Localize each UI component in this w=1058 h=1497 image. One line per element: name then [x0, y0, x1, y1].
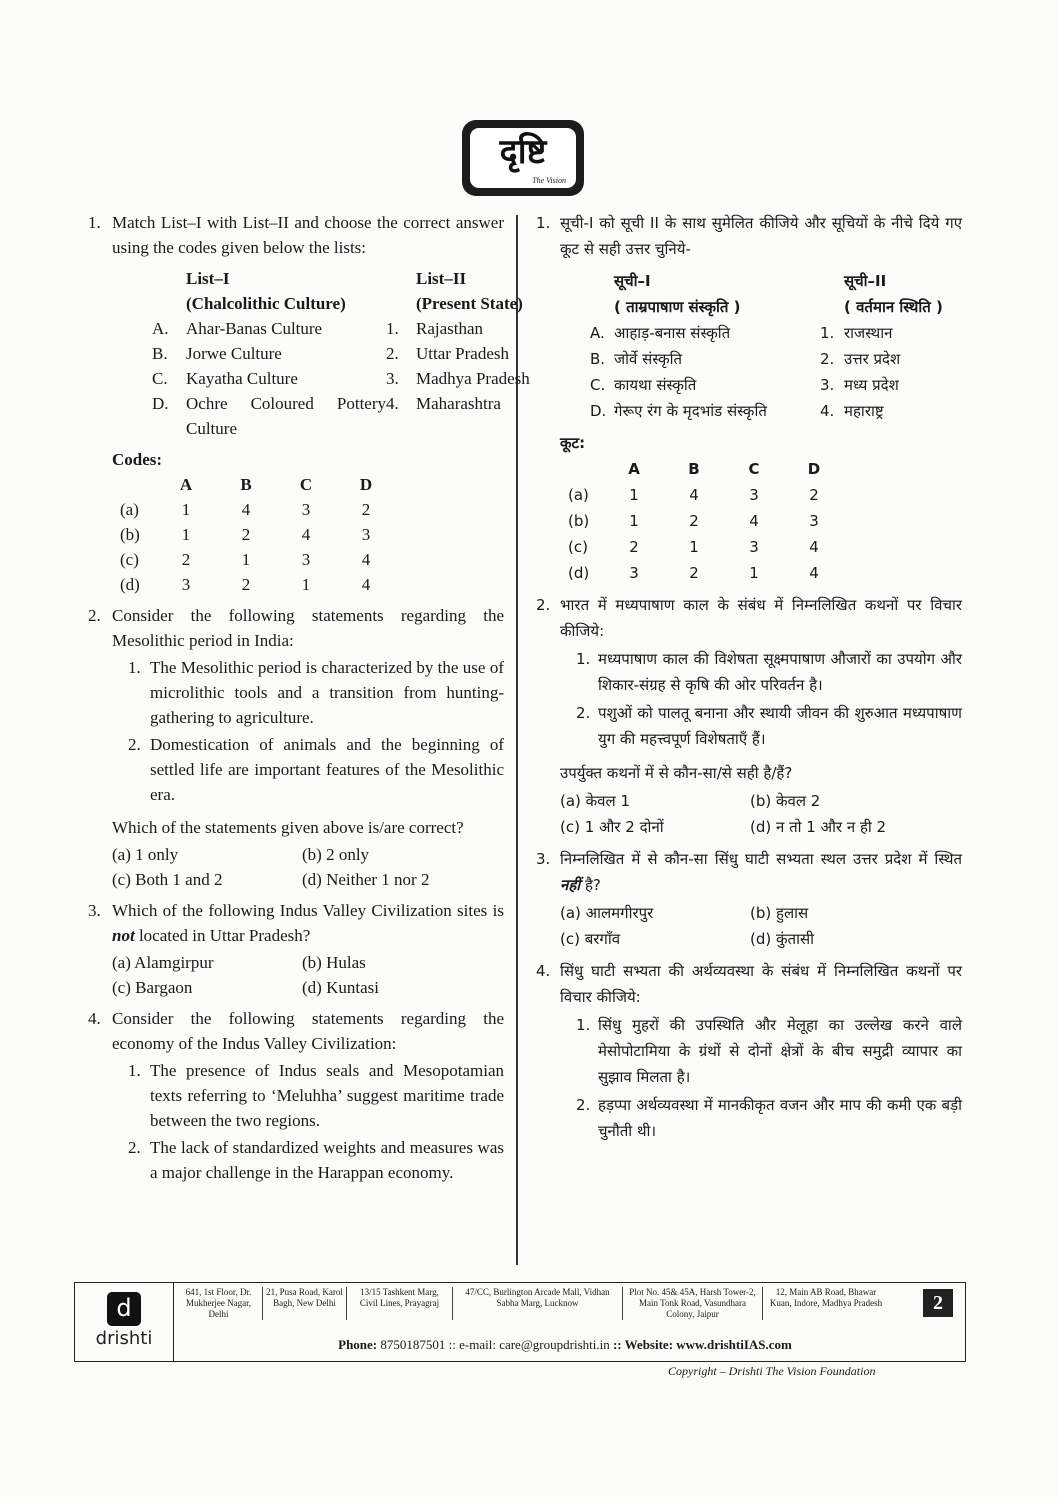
- logo-main-text: दृष्टि: [499, 132, 547, 172]
- option-c[interactable]: (c) Bargaon: [112, 978, 193, 997]
- codes-cell: 4: [809, 538, 819, 556]
- list2-item: Madhya Pradesh: [416, 369, 530, 388]
- footer-logo-mark: d: [107, 1292, 141, 1326]
- codes-header: B: [688, 460, 700, 478]
- option-c[interactable]: (c) Both 1 and 2: [112, 870, 223, 889]
- question-number: 4.: [536, 962, 551, 980]
- codes-cell: 2: [809, 486, 819, 504]
- list1-heading: List–I: [186, 269, 230, 288]
- list2-item: Uttar Pradesh: [416, 344, 510, 363]
- option-b[interactable]: (b) हुलास: [750, 904, 809, 922]
- address-item: 12, Main AB Road, Bhawar Kuan, Indore, Madhya Pradesh: [769, 1287, 883, 1308]
- question-number: 3.: [536, 850, 551, 868]
- statement-text: पशुओं को पालतू बनाना और स्थायी जीवन की शुरुआत मध्यपाषाण युग की महत्त्वपूर्ण विशेषताएँ हैं।: [598, 704, 962, 748]
- list1-item: Kayatha Culture: [186, 369, 298, 388]
- contact-line: [175, 1337, 955, 1353]
- codes-cell: 2: [689, 564, 699, 582]
- question-2: [88, 603, 504, 892]
- question-text: सूची-I को सूची II के साथ सुमेलित कीजिये और सूचियों के नीचे दिये गए कूट से सही उत्तर चुनिये-: [560, 214, 962, 258]
- codes-cell: 4: [241, 500, 251, 519]
- row-letter: C.: [152, 369, 168, 388]
- option-c[interactable]: (c) 1 और 2 दोनों: [560, 818, 664, 836]
- codes-cell: (d): [120, 575, 140, 594]
- phone-label: Phone:: [338, 1337, 378, 1352]
- statement-1: 1. सिंधु मुहरों की उपस्थिति और मेलूहा का उल्लेख करने वाले मेसोपोटामिया के ग्रंथों से दोनों क्षेत्रों के बीच समुद्री व्यापार का सुझाव मिलता है।: [576, 1016, 962, 1086]
- question-3: [88, 898, 504, 1000]
- codes-header: A: [179, 475, 193, 494]
- option-b[interactable]: (b) केवल 2: [750, 792, 821, 810]
- list1-item: जोर्वे संस्कृति: [614, 350, 683, 368]
- list1-item: Ahar-Banas Culture: [186, 319, 323, 338]
- codes-cell: 2: [629, 538, 639, 556]
- codes-table: [568, 456, 844, 586]
- list2-item: Maharashtra: [416, 394, 501, 413]
- email-address[interactable]: care@groupdrishti.in: [499, 1337, 610, 1352]
- codes-row: [120, 572, 396, 597]
- statement-1: 1. मध्यपाषाण काल की विशेषता सूक्ष्मपाषाण औजारों का उपयोग और शिकार-संग्रह से कृषि की ओर परिवर्तन है।: [576, 650, 962, 694]
- option-a[interactable]: (a) आलमगीरपुर: [560, 904, 654, 922]
- codes-cell: 4: [361, 550, 371, 569]
- address-list: [175, 1287, 915, 1320]
- list1-item: Jorwe Culture: [186, 344, 282, 363]
- statement-2: 2. Domestication of animals and the beginning of settled life are important features of the Mesolithic era.: [128, 735, 504, 804]
- codes-row: [120, 522, 396, 547]
- question-text: भारत में मध्यपाषाण काल के संबंध में निम्नलिखित कथनों पर विचार कीजिये:: [560, 596, 962, 640]
- phone-number: 8750187501: [380, 1337, 446, 1352]
- footer-logo: [75, 1283, 174, 1361]
- codes-cell: 2: [181, 550, 191, 569]
- question-number: 4.: [88, 1009, 101, 1028]
- codes-cell: 1: [181, 525, 191, 544]
- codes-table: [120, 472, 396, 597]
- codes-cell: 3: [181, 575, 191, 594]
- list1-item: आहाड़-बनास संस्कृति: [614, 324, 731, 342]
- question-text-post: है?: [580, 876, 601, 894]
- statement-2: 2. पशुओं को पालतू बनाना और स्थायी जीवन की शुरुआत मध्यपाषाण युग की महत्त्वपूर्ण विशेषताएँ हैं।: [576, 704, 962, 748]
- codes-cell: 1: [301, 575, 311, 594]
- address-item: Plot No. 45& 45A, Harsh Tower-2, Main Tonk Road, Vasundhara Colony, Jaipur: [623, 1287, 763, 1320]
- codes-cell: 3: [749, 486, 759, 504]
- page-footer: [74, 1282, 966, 1362]
- list1-item: Ochre Coloured Pottery Culture: [186, 394, 386, 438]
- list1-heading: सूची–I: [614, 272, 651, 290]
- question-text: [560, 846, 962, 898]
- list2-subheading: ( वर्तमान स्थिति ): [844, 298, 943, 316]
- codes-row: [120, 547, 396, 572]
- copyright-text: Copyright – Drishti The Vision Foundation: [668, 1364, 876, 1378]
- option-d[interactable]: (d) Neither 1 nor 2: [302, 870, 430, 889]
- hindi-column: [536, 210, 962, 1150]
- codes-header: D: [359, 475, 373, 494]
- question-emphasis: not: [112, 926, 135, 945]
- website-link[interactable]: www.drishtiIAS.com: [676, 1337, 792, 1352]
- codes-cell: 1: [629, 512, 639, 530]
- question-4: [88, 1006, 504, 1185]
- statement-text: Domestication of animals and the beginning of settled life are important features of the Mesolithic era.: [150, 735, 504, 804]
- option-d[interactable]: (d) न तो 1 और न ही 2: [750, 818, 887, 836]
- row-letter: B.: [152, 344, 168, 363]
- codes-cell: 3: [301, 550, 311, 569]
- option-d[interactable]: (d) Kuntasi: [302, 978, 379, 997]
- question-text: Consider the following statements regarding the Mesolithic period in India:: [112, 606, 504, 650]
- row-letter: A.: [152, 319, 169, 338]
- statement-text: मध्यपाषाण काल की विशेषता सूक्ष्मपाषाण औजारों का उपयोग और शिकार-संग्रह से कृषि की ओर परिवर्तन है।: [598, 650, 962, 694]
- list2-heading: सूची–II: [844, 272, 887, 290]
- codes-header: C: [748, 460, 760, 478]
- question-prompt: उपर्युक्त कथनों में से कौन-सा/से सही है/हैं?: [560, 764, 793, 782]
- list2-subheading: (Present State): [416, 294, 523, 313]
- list1-subheading: ( ताम्रपाषाण संस्कृति ): [614, 298, 741, 316]
- question-2-hindi: [536, 592, 962, 840]
- codes-cell: 3: [749, 538, 759, 556]
- email-label: :: e-mail:: [448, 1337, 496, 1352]
- question-prompt: Which of the statements given above is/are correct?: [112, 818, 464, 837]
- codes-cell: 3: [629, 564, 639, 582]
- list1-item: गेरूए रंग के मृदभांड संस्कृति: [614, 402, 767, 420]
- codes-row: [568, 534, 844, 560]
- codes-row: [568, 560, 844, 586]
- codes-cell: (a): [120, 500, 139, 519]
- codes-cell: 3: [301, 500, 311, 519]
- option-b[interactable]: (b) Hulas: [302, 953, 366, 972]
- logo-sub-text: The Vision: [532, 176, 566, 185]
- option-d[interactable]: (d) कुंतासी: [750, 930, 814, 948]
- codes-cell: (d): [568, 564, 590, 582]
- question-number: 1.: [536, 214, 551, 232]
- codes-cell: 3: [361, 525, 371, 544]
- option-a[interactable]: (a) Alamgirpur: [112, 953, 214, 972]
- row-number: 1.: [820, 324, 835, 342]
- question-text: Match List–I with List–II and choose the correct answer using the codes given below the lists:: [112, 213, 504, 257]
- address-item: 13/15 Tashkent Marg, Civil Lines, Prayagraj: [347, 1287, 453, 1320]
- codes-cell: 3: [809, 512, 819, 530]
- codes-row: [568, 508, 844, 534]
- list2-item: उत्तर प्रदेश: [844, 350, 901, 368]
- row-number: 4.: [386, 394, 399, 413]
- codes-cell: (b): [568, 512, 590, 530]
- question-number: 3.: [88, 901, 101, 920]
- statement-text: The lack of standardized weights and measures was a major challenge in the Harappan economy.: [150, 1138, 504, 1182]
- row-number: 2.: [386, 344, 399, 363]
- codes-cell: 1: [629, 486, 639, 504]
- question-emphasis: नहीं: [560, 876, 581, 894]
- row-number: 1.: [386, 319, 399, 338]
- codes-cell: 1: [689, 538, 699, 556]
- footer-logo-text: drishti: [95, 1328, 153, 1349]
- codes-row: [568, 482, 844, 508]
- question-number: 1.: [88, 213, 101, 232]
- statement-1: 1. The presence of Indus seals and Mesopotamian texts referring to ‘Meluhha’ suggest maritime trade between the two regions.: [128, 1061, 504, 1130]
- codes-cell: 2: [241, 525, 251, 544]
- codes-cell: 2: [689, 512, 699, 530]
- row-letter: D.: [152, 394, 169, 413]
- answer-options: [112, 842, 504, 892]
- codes-header: B: [240, 475, 252, 494]
- statement-2: 2. हड़प्पा अर्थव्यवस्था में मानकीकृत वजन और माप की कमी एक बड़ी चुनौती थी।: [576, 1096, 962, 1140]
- codes-cell: 4: [689, 486, 699, 504]
- row-letter: C.: [590, 376, 606, 394]
- option-b[interactable]: (b) 2 only: [302, 845, 370, 864]
- codes-header: [120, 472, 156, 497]
- website-label: :: Website:: [612, 1337, 674, 1352]
- question-1-hindi: [536, 210, 962, 586]
- question-text-pre: निम्नलिखित में से कौन-सा सिंधु घाटी सभ्यता स्थल उत्तर प्रदेश में स्थित: [560, 850, 962, 868]
- question-4-hindi: [536, 958, 962, 1144]
- codes-row: [120, 497, 396, 522]
- statement-text: हड़प्पा अर्थव्यवस्था में मानकीकृत वजन और माप की कमी एक बड़ी चुनौती थी।: [598, 1096, 962, 1140]
- row-number: 4.: [820, 402, 835, 420]
- question-number: 2.: [88, 606, 101, 625]
- row-number: 3.: [820, 376, 835, 394]
- list2-item: महाराष्ट्र: [844, 402, 884, 420]
- address-item: 21, Pusa Road, Karol Bagh, New Delhi: [263, 1287, 347, 1320]
- codes-label: Codes:: [112, 450, 163, 469]
- option-c[interactable]: (c) बरगाँव: [560, 930, 621, 948]
- codes-cell: (c): [120, 550, 139, 569]
- row-letter: D.: [590, 402, 607, 420]
- codes-cell: 2: [361, 500, 371, 519]
- question-text: सिंधु घाटी सभ्यता की अर्थव्यवस्था के संबंध में निम्नलिखित कथनों पर विचार कीजिये:: [560, 962, 962, 1006]
- question-text-post: located in Uttar Pradesh?: [134, 926, 311, 945]
- question-text: [112, 898, 504, 948]
- row-number: 2.: [820, 350, 835, 368]
- codes-cell: (b): [120, 525, 140, 544]
- list1-item: कायथा संस्कृति: [614, 376, 697, 394]
- match-list: [590, 268, 962, 424]
- codes-header: A: [628, 460, 640, 478]
- statement-2: 2. The lack of standardized weights and measures was a major challenge in the Harappan economy.: [128, 1138, 504, 1182]
- codes-cell: (c): [568, 538, 588, 556]
- codes-cell: 4: [809, 564, 819, 582]
- page-number: 2: [923, 1289, 953, 1317]
- question-text: Consider the following statements regarding the economy of the Indus Valley Civilization:: [112, 1009, 504, 1053]
- row-letter: B.: [590, 350, 606, 368]
- statement-text: The Mesolithic period is characterized by the use of microlithic tools and a transition from hunting-gathering to agriculture.: [150, 658, 504, 727]
- question-number: 2.: [536, 596, 551, 614]
- codes-cell: 4: [361, 575, 371, 594]
- codes-cell: (a): [568, 486, 589, 504]
- address-item: 47/CC, Burlington Arcade Mall, Vidhan Sabha Marg, Lucknow: [453, 1287, 623, 1320]
- list2-item: मध्य प्रदेश: [844, 376, 899, 394]
- codes-label: कूट:: [560, 434, 586, 452]
- answer-options: [112, 950, 504, 1000]
- codes-cell: 2: [241, 575, 251, 594]
- option-a[interactable]: (a) 1 only: [112, 845, 179, 864]
- list2-item: राजस्थान: [844, 324, 893, 342]
- codes-header: C: [299, 475, 313, 494]
- statement-text: The presence of Indus seals and Mesopotamian texts referring to ‘Meluhha’ suggest maritime trade between the two regions.: [150, 1061, 504, 1130]
- codes-cell: 1: [181, 500, 191, 519]
- codes-header: [568, 456, 604, 482]
- codes-cell: 1: [241, 550, 251, 569]
- question-text-pre: Which of the following Indus Valley Civilization sites is: [112, 901, 504, 920]
- question-3-hindi: [536, 846, 962, 952]
- option-a[interactable]: (a) केवल 1: [560, 792, 631, 810]
- statement-text: सिंधु मुहरों की उपस्थिति और मेलूहा का उल्लेख करने वाले मेसोपोटामिया के ग्रंथों से दोनों क्षेत्रों के बीच समुद्री व्यापार का सुझाव मिलता है।: [598, 1016, 962, 1086]
- codes-header: D: [807, 460, 821, 478]
- answer-options: [560, 788, 962, 840]
- list2-heading: List–II: [416, 269, 467, 288]
- question-1: [88, 210, 530, 597]
- address-item: 641, 1st Floor, Dr. Mukherjee Nagar, Delhi: [175, 1287, 263, 1320]
- codes-cell: 1: [749, 564, 759, 582]
- drishti-logo: [462, 120, 584, 196]
- match-list: [152, 266, 530, 441]
- list2-item: Rajasthan: [416, 319, 484, 338]
- list1-subheading: (Chalcolithic Culture): [186, 294, 346, 313]
- row-number: 3.: [386, 369, 399, 388]
- row-letter: A.: [590, 324, 605, 342]
- codes-cell: 4: [749, 512, 759, 530]
- codes-cell: 4: [301, 525, 311, 544]
- answer-options: [560, 900, 962, 952]
- english-column: [88, 210, 530, 1191]
- statement-1: 1. The Mesolithic period is characterized by the use of microlithic tools and a transition from hunting-gathering to agriculture.: [128, 658, 504, 727]
